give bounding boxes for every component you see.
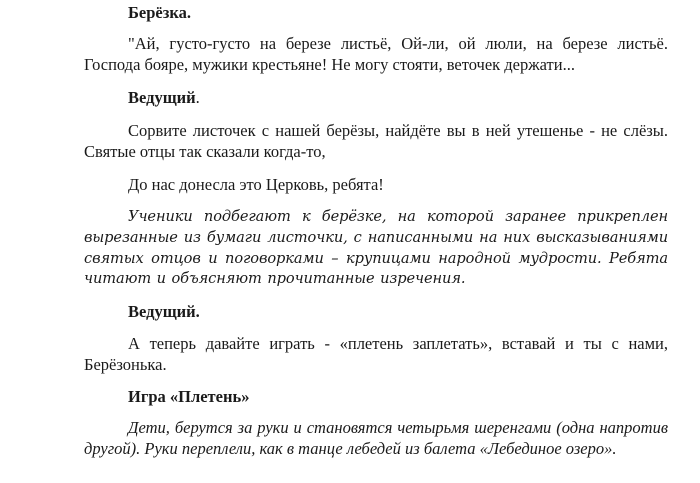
heading-vedushchiy-period: . [195,88,200,107]
paragraph-vedushchiy-speech-1: Сорвите листочек с нашей берёзы, найдёте вы в ней утешенье - не слёзы. Святые отцы так сказали когда-то, [84,121,668,161]
heading-vedushchiy-label: Ведущий [128,88,196,107]
heading-vedushchiy-1 [84,87,668,108]
paragraph-stage-direction-1: Ученики подбегают к берёзке, на которой заранее прикреплен вырезанные из бумаги листочки, с написанными на них высказываниями святых отцов и поговорками – крупицами народной мудрости. Ребята читают и объясняют прочитанные изречения. [84,208,668,288]
heading-game-pleten: Игра «Плетень» [128,387,250,406]
paragraph-berezka-speech: "Ай, густо-густо на березе листьё, Ой-ли, ой люли, на березе листьё. Господа бояре, мужики крестьяне! Не могу стояти, веточек держати... [84,34,668,74]
paragraph-vedushchiy-speech-2: До нас донесла это Церковь, ребята! [128,175,384,194]
heading-berezka: Берёзка. [128,3,191,22]
heading-vedushchiy-2: Ведущий. [128,302,200,321]
paragraph-stage-direction-2: Дети, берутся за руки и становятся четырьмя шеренгами (одна напротив другой). Руки переплели, как в танце лебедей из балета «Лебединое озеро». [84,418,668,458]
paragraph-vedushchiy-speech-3: А теперь давайте играть - «плетень заплетать», вставай и ты с нами, Берёзонька. [84,334,668,374]
